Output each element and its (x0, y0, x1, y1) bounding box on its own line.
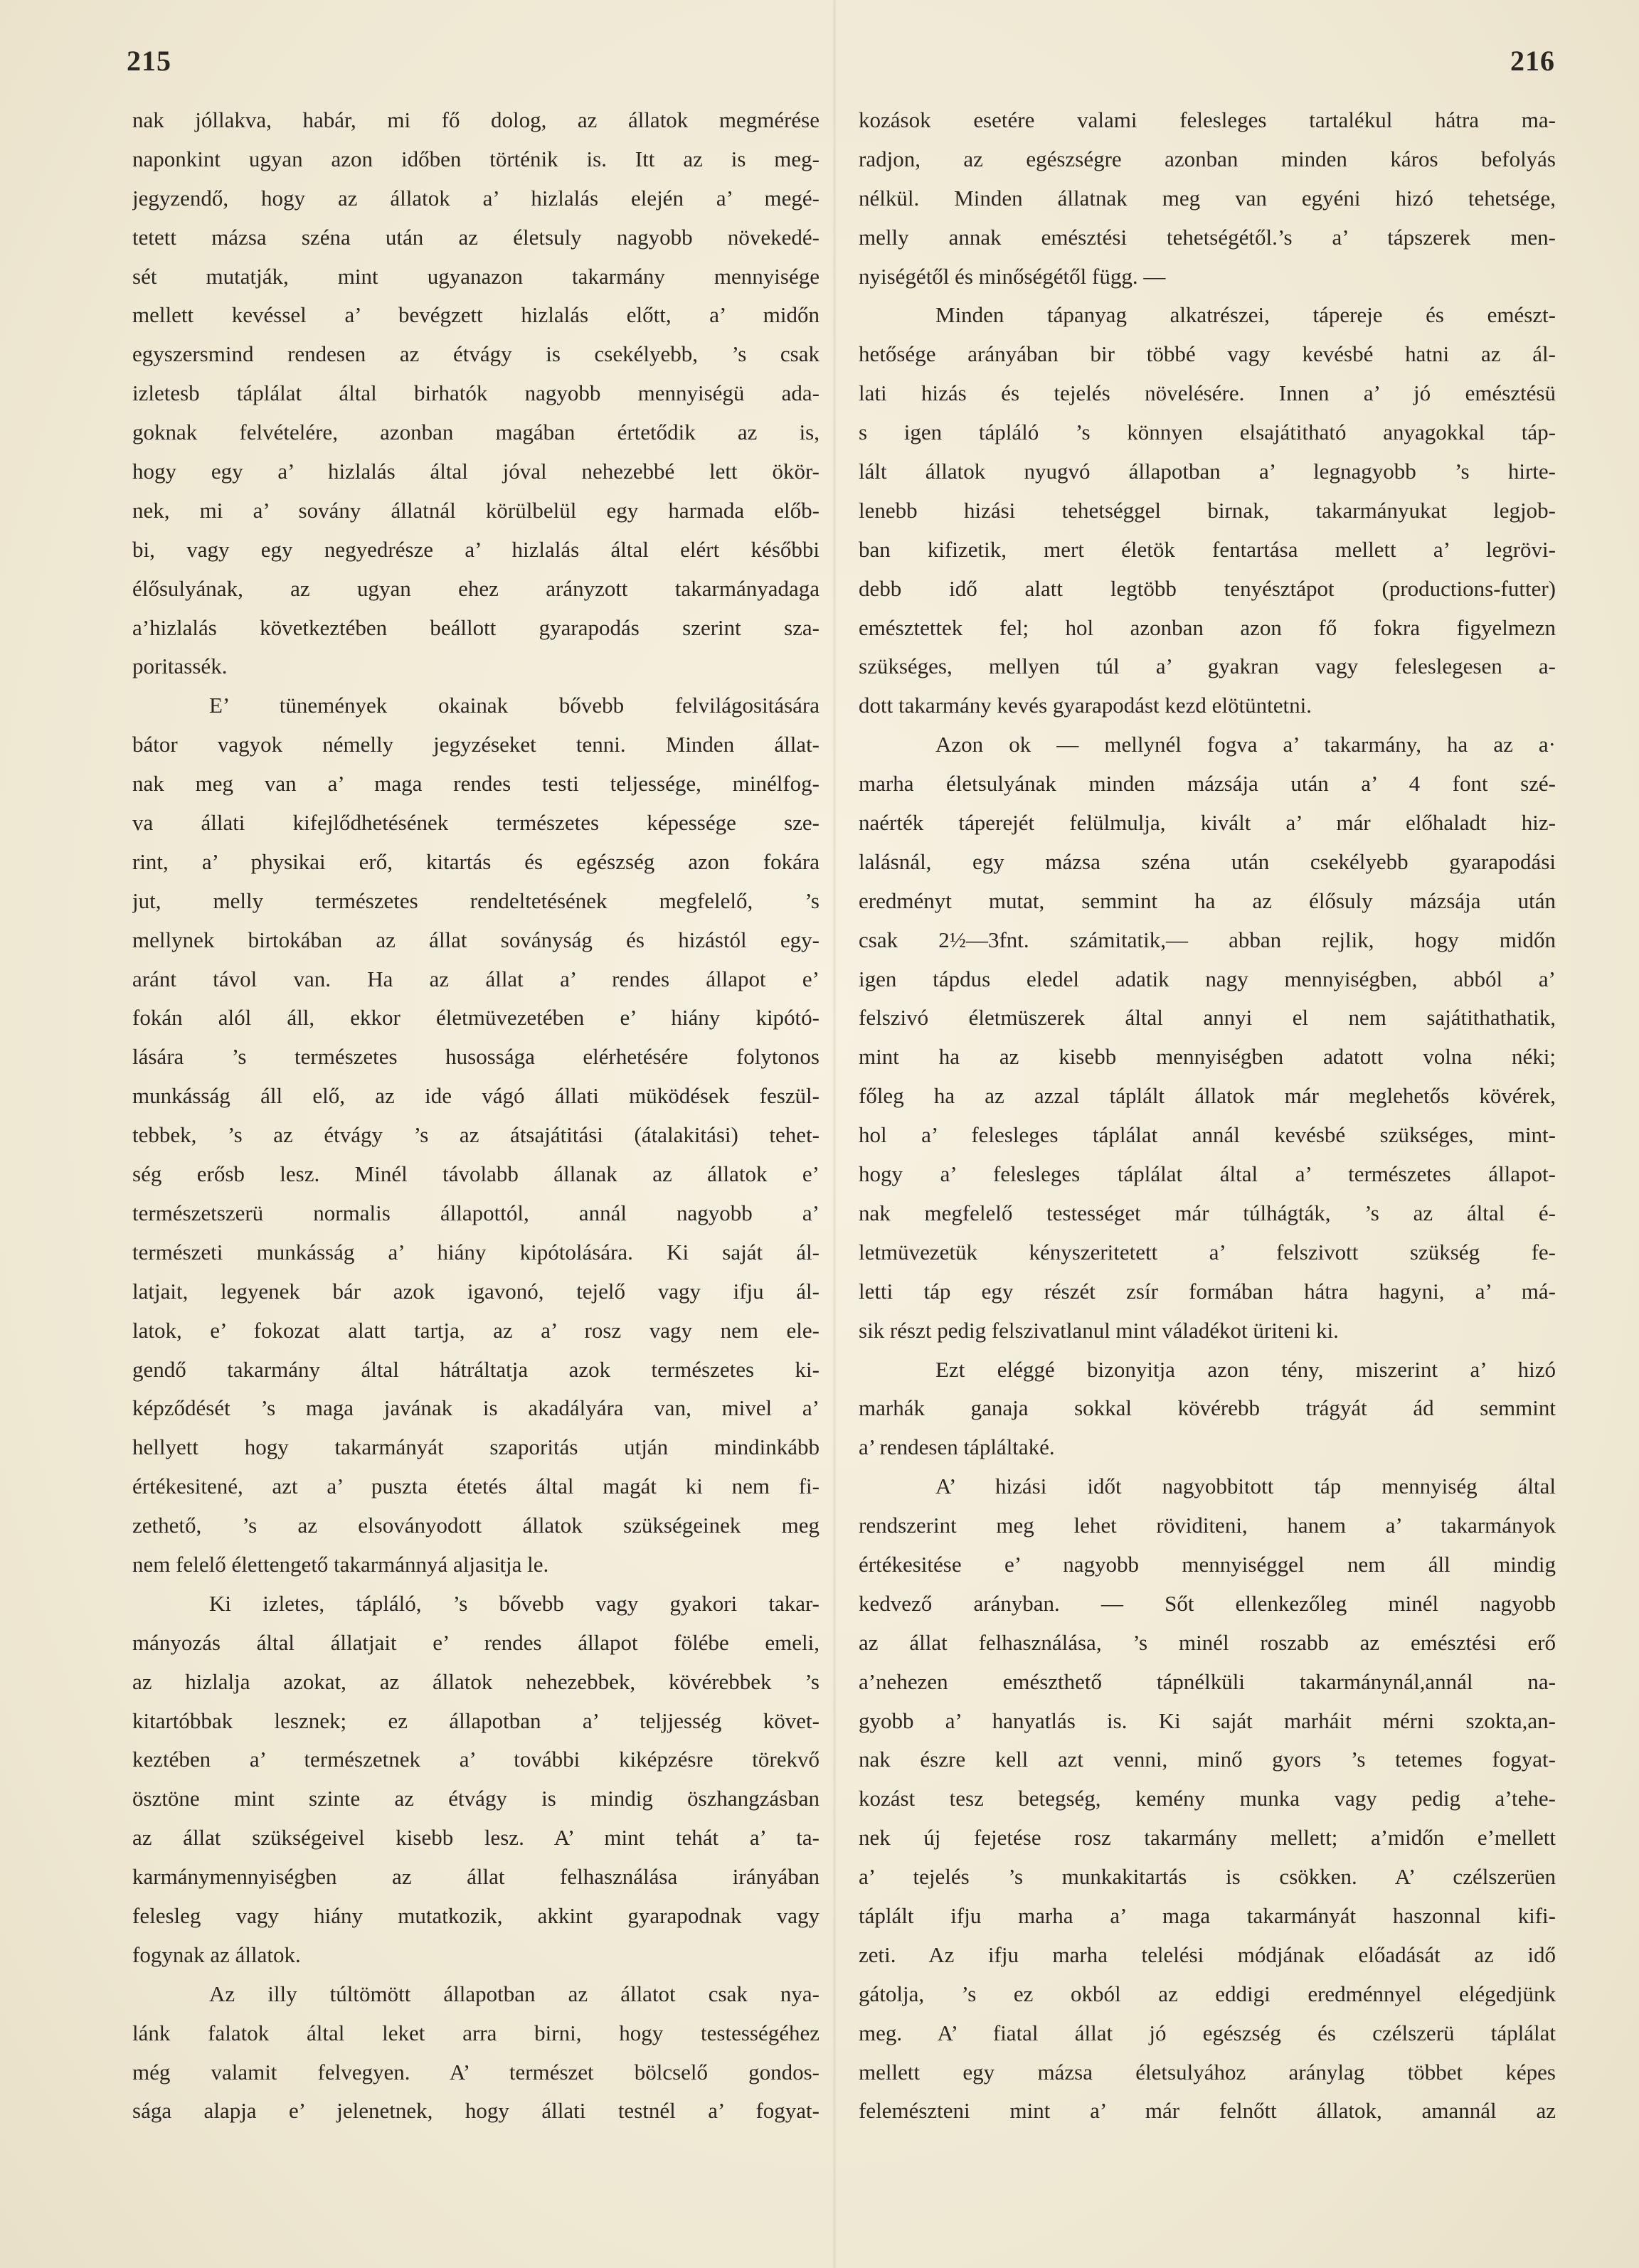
text-line: nak észre kell azt venni, minő gyors ’s tetemes fogyat- (859, 1747, 1556, 1772)
text-line: karmánymennyiségben az állat felhasználása irányában (132, 1864, 820, 1890)
text-line: jegyzendő, hogy az állatok a’ hizlalás elején a’ megé- (132, 185, 820, 211)
text-line: izletesb táplálat által birhatók nagyobb mennyiségü ada- (132, 380, 820, 406)
text-line: tetett mázsa széna után az életsuly nagyobb növekedé- (132, 224, 820, 250)
text-line: gyobb a’ hanyatlás is. Ki saját marháit mérni szokta,an- (859, 1708, 1556, 1733)
text-line: az hizlalja azokat, az állatok nehezebbek, kövérebbek ’s (132, 1668, 820, 1694)
text-line: élősulyának, az ugyan ehez arányzott takarmányadaga (132, 575, 820, 601)
text-line: lására ’s természetes husossága elérhetésére folytonos (132, 1044, 820, 1070)
text-line: naérték táperejét felülmulja, kivált a’ már előhaladt hiz- (859, 810, 1556, 836)
text-line: munkásság áll elő, az ide vágó állati müködések feszül- (132, 1083, 820, 1109)
text-line: radjon, az egészségre azonban minden káros befolyás (859, 146, 1556, 171)
text-line: hellyett hogy takarmányát szaporitás utján mindinkább (132, 1434, 820, 1460)
text-line: a’ tejelés ’s munkakitartás is csökken. A’ czélszerüen (859, 1864, 1556, 1890)
text-line: kozások esetére valami felesleges tartalékul hátra ma- (859, 107, 1556, 132)
text-line: lánk falatok által leket arra birni, hogy testességéhez (132, 2020, 820, 2045)
text-line: zethető, ’s az elsoványodott állatok szükségeinek meg (132, 1513, 820, 1538)
text-line: Minden tápanyag alkatrészei, tápereje és emészt- (935, 302, 1556, 328)
text-line: nyiségétől és minőségétől függ. — (859, 263, 1166, 289)
text-line: ség erősb lesz. Minél távolabb állanak az állatok e’ (132, 1161, 820, 1187)
left-page-text (132, 101, 820, 2131)
text-line: hogy a’ felesleges táplálat által a’ természetes állapot- (859, 1161, 1556, 1187)
text-line: természeti munkásság a’ hiány kipótolására. Ki saját ál- (132, 1239, 820, 1265)
text-line: naponkint ugyan azon időben történik is. Itt az is meg- (132, 146, 820, 171)
text-line: táplált ifju marha a’ maga takarmányát haszonnal kifi- (859, 1902, 1556, 1928)
text-line: képződését ’s maga javának is akadályára van, mivel a’ (132, 1395, 820, 1421)
text-line: nek új fejetése rosz takarmány mellett; a’midőn e’mellett (859, 1825, 1556, 1851)
text-line: zeti. Az ifju marha telelési módjának előadását az idő (859, 1942, 1556, 1967)
text-line: a’nehezen emészthető tápnélküli takarmánynál,annál na- (859, 1668, 1556, 1694)
text-line: A’ hizási időt nagyobbitott táp mennyiség által (935, 1474, 1556, 1499)
text-line: felesleg vagy hiány mutatkozik, akkint gyarapodnak vagy (132, 1902, 820, 1928)
text-line: nak megfelelő testességet már túlhágták, ’s az által é- (859, 1200, 1556, 1225)
text-line: debb idő alatt legtöbb tenyésztápot (productions-futter) (859, 575, 1556, 601)
page-gutter (832, 0, 837, 2268)
text-line: mellynek birtokában az állat soványság és hizástól egy- (132, 927, 820, 952)
text-line: főleg ha az azzal táplált állatok már meglehetős kövérek, (859, 1083, 1556, 1109)
text-line: mellett egy mázsa életsulyához aránylag többet képes (859, 2059, 1556, 2085)
text-line: kozást tesz betegség, kemény munka vagy pedig a’tehe- (859, 1786, 1556, 1811)
text-line: gátolja, ’s ez okból az eddigi eredménnyel elégedjünk (859, 1981, 1556, 2006)
text-line: kedvező arányban. — Sőt ellenkezőleg minél nagyobb (859, 1590, 1556, 1616)
text-line: marhák ganaja sokkal kövérebb trágyát ád semmint (859, 1395, 1556, 1421)
text-line: fokán alól áll, ekkor életmüvezetében e’ hiány kipótó- (132, 1005, 820, 1031)
text-line: rint, a’ physikai erő, kitartás és egészség azon fokára (132, 848, 820, 874)
text-line: hetősége arányában bir többé vagy kevésbé hatni az ál- (859, 341, 1556, 367)
text-line: va állati kifejlődhetésének természetes képessége sze- (132, 810, 820, 836)
left-page-number: 215 (127, 45, 171, 77)
text-line: rendszerint meg lehet röviditeni, hanem a’ takarmányok (859, 1513, 1556, 1538)
text-line: sága alapja e’ jelenetnek, hogy állati testnél a’ fogyat- (132, 2098, 820, 2124)
text-line: értékesitése e’ nagyobb mennyiséggel nem áll mindig (859, 1551, 1556, 1577)
text-line: fogynak az állatok. (132, 1942, 301, 1967)
text-line: marha életsulyának minden mázsája után a’ 4 font szé- (859, 771, 1556, 797)
text-line: kitartóbbak lesznek; ez állapotban a’ teljjesség követ- (132, 1708, 820, 1733)
text-line: s igen tápláló ’s könnyen elsajátitható anyagokkal táp- (859, 420, 1556, 445)
text-line: sét mutatják, mint ugyanazon takarmány mennyisége (132, 263, 820, 289)
text-line: értékesitené, azt a’ puszta étetés által magát ki nem fi- (132, 1474, 820, 1499)
text-line: goknak felvételére, azonban magában értetődik az is, (132, 420, 820, 445)
text-line: nak jóllakva, habár, mi fő dolog, az állatok megmérése (132, 107, 820, 132)
text-line: ban kifizetik, mert életök fentartása mellett a’ legrövi- (859, 536, 1556, 562)
text-line: Az illy túltömött állapotban az állatot csak nya- (209, 1981, 820, 2006)
text-line: nek, mi a’ sovány állatnál körülbelül egy harmada előb- (132, 497, 820, 523)
text-line: latok, e’ fokozat alatt tartja, az a’ rosz vagy nem ele- (132, 1317, 820, 1343)
text-line: Azon ok — mellynél fogva a’ takarmány, ha az a· (935, 732, 1556, 757)
text-line: igen tápdus eledel adatik nagy mennyiségben, abból a’ (859, 966, 1556, 991)
text-line: letti táp egy részét zsír formában hátra hagyni, a’ má- (859, 1278, 1556, 1304)
text-line: lenebb hizási tehetséggel birnak, takarmányukat legjob- (859, 497, 1556, 523)
text-line: aránt távol van. Ha az állat a’ rendes állapot e’ (132, 966, 820, 991)
text-line: bi, vagy egy negyedrésze a’ hizlalás által elért későbbi (132, 536, 820, 562)
text-line: Ezt eléggé bizonyitja azon tény, miszerint a’ hizó (935, 1356, 1556, 1382)
text-line: keztében a’ természetnek a’ további kiképzésre törekvő (132, 1747, 820, 1772)
text-line: dott takarmány kevés gyarapodást kezd elötüntetni. (859, 693, 1312, 718)
text-line: szükséges, mellyen túl a’ gyakran vagy feleslegesen a- (859, 654, 1556, 679)
right-page-text (859, 101, 1556, 2131)
text-line: tebbek, ’s az étvágy ’s az átsajátitási (átalakitási) tehet- (132, 1122, 820, 1148)
text-line: mint ha az kisebb mennyiségben adatott volna néki; (859, 1044, 1556, 1070)
text-line: mellett kevéssel a’ bevégzett hizlalás előtt, a’ midőn (132, 302, 820, 328)
text-line: csak 2½—3fnt. számitatik,— abban rejlik, hogy midőn (859, 927, 1556, 952)
text-line: felemészteni mint a’ már felnőtt állatok, amannál az (859, 2098, 1556, 2124)
text-line: nélkül. Minden állatnak meg van egyéni hizó tehetsége, (859, 185, 1556, 211)
text-line: a’hizlalás következtében beállott gyarapodás szerint sza- (132, 614, 820, 640)
text-line: latjait, legyenek bár azok igavonó, tejelő vagy ifju ál- (132, 1278, 820, 1304)
text-line: Ki izletes, tápláló, ’s bővebb vagy gyakori takar- (209, 1590, 820, 1616)
text-line: poritassék. (132, 654, 228, 679)
text-line: E’ tünemények okainak bővebb felvilágositására (209, 693, 820, 718)
text-line: eredményt mutat, semmint ha az élősuly mázsája után (859, 888, 1556, 913)
text-line: mányozás által állatjait e’ rendes állapot fölébe emeli, (132, 1629, 820, 1655)
text-line: meg. A’ fiatal állat jó egészség és czélszerü táplálat (859, 2020, 1556, 2045)
text-line: hol a’ felesleges táplálat annál kevésbé szükséges, mint- (859, 1122, 1556, 1148)
text-line: lált állatok nyugvó állapotban a’ legnagyobb ’s hirte- (859, 459, 1556, 484)
text-line: ösztöne mint szinte az étvágy is mindig öszhangzásban (132, 1786, 820, 1811)
text-line: letmüvezetük kényszeritetett a’ felszivott szükség fe- (859, 1239, 1556, 1265)
text-line: sik részt pedig felszivatlanul mint váladékot üriteni ki. (859, 1317, 1339, 1343)
text-line: a’ rendesen tápláltaké. (859, 1434, 1055, 1460)
text-line: az állat szükségeivel kisebb lesz. A’ mint tehát a’ ta- (132, 1825, 820, 1851)
text-line: melly annak emésztési tehetségétől.’s a’ tápszerek men- (859, 224, 1556, 250)
text-line: még valamit felvegyen. A’ természet bölcselő gondos- (132, 2059, 820, 2085)
text-line: természetszerü normalis állapottól, annál nagyobb a’ (132, 1200, 820, 1225)
text-line: az állat felhasználása, ’s minél roszabb az emésztési erő (859, 1629, 1556, 1655)
text-line: lati hizás és tejelés növelésére. Innen a’ jó emésztésü (859, 380, 1556, 406)
text-line: egyszersmind rendesen az étvágy is csekélyebb, ’s csak (132, 341, 820, 367)
text-line: lalásnál, egy mázsa széna után csekélyebb gyarapodási (859, 848, 1556, 874)
text-line: gendő takarmány által hátráltatja azok természetes ki- (132, 1356, 820, 1382)
text-line: emésztettek fel; hol azonban azon fő fokra figyelmezn (859, 614, 1556, 640)
text-line: bátor vagyok némelly jegyzéseket tenni. Minden állat- (132, 732, 820, 757)
text-line: nem felelő élettengető takarmánnyá aljasitja le. (132, 1551, 549, 1577)
text-line: jut, melly természetes rendeltetésének megfelelő, ’s (132, 888, 820, 913)
right-page-number: 216 (1510, 45, 1555, 77)
text-line: nak meg van a’ maga rendes testi teljessége, minélfog- (132, 771, 820, 797)
text-line: felszivó életmüszerek által annyi el nem sajátithathatik, (859, 1005, 1556, 1031)
text-line: hogy egy a’ hizlalás által jóval nehezebbé lett ökör- (132, 459, 820, 484)
